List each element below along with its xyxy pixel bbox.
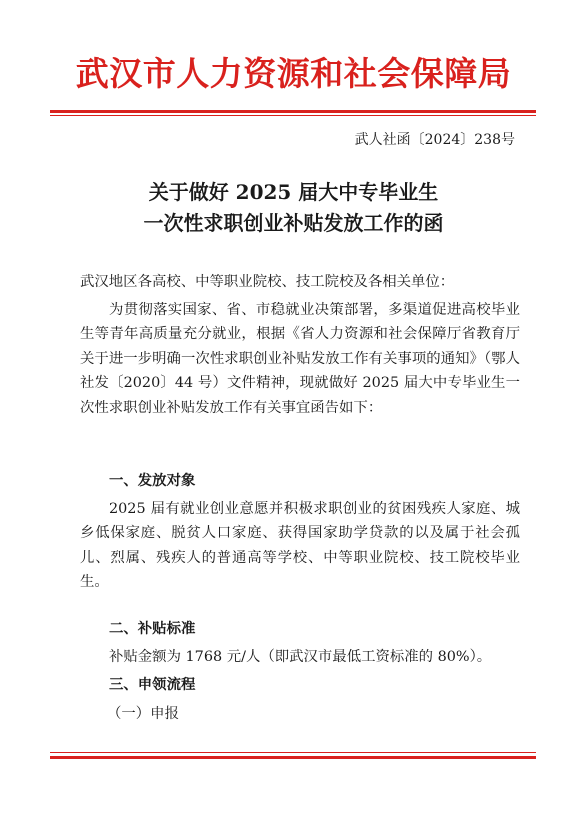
recipient-line (80, 270, 520, 294)
intro-paragraph (80, 298, 520, 420)
section-3-sub-heading: （一）申报 (107, 706, 179, 722)
letterhead-title: 武汉市人力资源和社会保障局 (75, 54, 512, 93)
document-title-line-1: 关于做好 2025 届大中专毕业生 (148, 180, 439, 204)
footer-rule-thick (50, 756, 536, 759)
document-number: 武人社函〔2024〕238号 (354, 132, 515, 148)
section-3-heading: 三、申领流程 (109, 677, 196, 693)
recipient-text: 武汉地区各高校、中等职业院校、技工院校及各相关单位： (80, 274, 455, 290)
letterhead-rule-thin (50, 115, 536, 116)
section-1-text: 2025 届有就业创业意愿并积极求职创业的贫困残疾人家庭、城乡低保家庭、脱贫人口家庭、获得国家助学贷款的以及属于社会孤儿、烈属、残疾人的普通高等学校、中等职业院校、技工院校毕业生。 (80, 501, 520, 591)
intro-paragraph-text: 为贯彻落实国家、省、市稳就业决策部署，多渠道促进高校毕业生等青年高质量充分就业，根据《省人力资源和社会保障厅省教育厅关于进一步明确一次性求职创业补贴发放工作有关事项的通知》（鄂人社发〔2020〕44 号）文件精神，现就做好 2025 届大中专毕业生一次性求职创业补贴发放工作有关事宜函告如下： (80, 302, 520, 416)
section-2-heading: 二、补贴标准 (109, 621, 196, 637)
section-2-text: 补贴金额为 1768 元/人（即武汉市最低工资标准的 80%）。 (109, 649, 492, 665)
section-2-paragraph (80, 645, 520, 669)
section-1-paragraph (80, 497, 520, 595)
footer-rule-thin (50, 752, 536, 753)
document-title-line-2: 一次性求职创业补贴发放工作的函 (143, 211, 444, 235)
section-1-heading: 一、发放对象 (109, 473, 196, 489)
letterhead-rule-thick (50, 110, 536, 113)
